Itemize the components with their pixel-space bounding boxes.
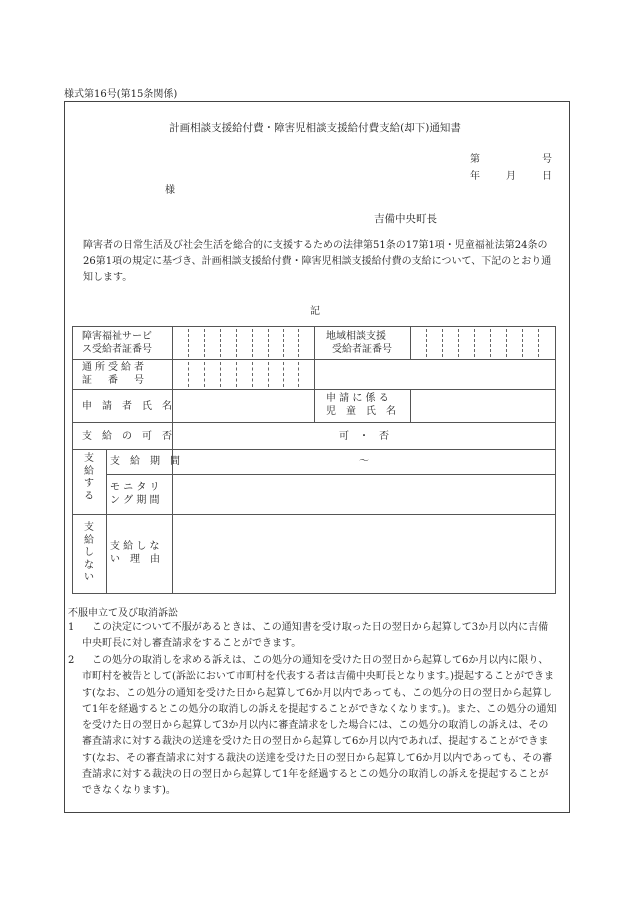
digit-sep [252, 329, 253, 357]
grant-label: 支給する [84, 453, 94, 502]
reason-label-line2: い 理 由 [110, 554, 160, 565]
monitoring-label-line2: ン グ 期 間 [110, 495, 160, 506]
digit-sep [236, 329, 237, 357]
digit-sep [490, 329, 491, 357]
date-month: 月 [506, 171, 516, 182]
digit-sep [426, 329, 427, 357]
notes-title: 不服申立て及び取消訴訟 [68, 608, 178, 619]
digit-sep [283, 362, 284, 387]
date-day: 日 [542, 171, 552, 182]
mid-divider-row1 [314, 326, 315, 389]
note-item-2 [68, 653, 558, 800]
digit-sep [268, 362, 269, 387]
regional-id-label-line1: 地域相談支援 [326, 331, 386, 342]
digit-sep [236, 362, 237, 387]
grant-col-divider [106, 449, 107, 593]
notice-date-row [470, 167, 552, 182]
period-label: 支 給 期 間 [110, 456, 180, 467]
regional-label-divider [410, 326, 411, 359]
digit-sep [298, 362, 299, 387]
digit-sep [506, 329, 507, 357]
mid-divider-row3 [314, 389, 315, 422]
table-bottom-border [72, 593, 556, 594]
document-title: 計画相談支援給付費・障害児相談支援給付費支給(却下)通知書 [169, 122, 461, 134]
row-divider-6 [72, 514, 556, 515]
digit-sep [204, 329, 205, 357]
monitoring-label-line1: モ ニ タ リ [110, 482, 160, 493]
body-text: 障害者の日常生活及び社会生活を総合的に支援するための法律第51条の17第1項・児童福祉法第24条の26第1項の規定に基づき、計画相談支援給付費・障害児相談支援給付費の支給について、下記のとおり通知します。 [83, 240, 552, 283]
number-prefix: 第 [470, 154, 480, 165]
digit-sep [188, 362, 189, 387]
digit-sep [538, 329, 539, 357]
number-suffix: 号 [542, 154, 552, 165]
child-label-divider [410, 389, 411, 422]
row-divider-5 [106, 474, 556, 475]
note-1-number: 1 [68, 622, 75, 633]
note-2-text: この処分の取消しを求める訴えは、この処分の通知を受けた日の翌日から起算して6か月以内に限り、市町村を被告として(訴訟において市町村を代表する者は吉備中央町長となります。)提起することができます(なお、この処分の通知を受けた日から起算して6か月以内であっても、この処分の日の翌日から起算して1年を経過するとこの処分の取消しの訴えを提起することができなくなります。)。また、この処分の通知を受けた日の翌日から起算して3か月以内に審査請求をした場合には、この処分の取消しの訴えは、その審査請求に対する裁決の送達を受けた日の翌日から起算して6か月以内であれば、提起することができます(なお、その審査請求に対する裁決の送達を受けた日の翌日から起算して6か月以内であっても、その審査請求に対する裁決の日の翌日から起算して1年を経過するとこの処分の取消しの訴えを提起することができなくなります)。 [82, 655, 557, 797]
table-left-border [72, 326, 73, 593]
date-year: 年 [470, 171, 480, 182]
ki-heading: 記 [310, 306, 320, 317]
digit-sep [522, 329, 523, 357]
notice-table [64, 326, 556, 593]
body-paragraph [83, 238, 555, 286]
child-label [326, 392, 396, 418]
row-divider-4 [72, 449, 556, 450]
nogrant-label: 支給しない [84, 522, 94, 583]
digit-sep [188, 329, 189, 357]
child-label-line1: 申 請 に 係 る [326, 393, 389, 404]
approval-value: 可 ・ 否 [339, 431, 389, 442]
grant-value-divider [172, 449, 173, 593]
note-item-1 [68, 620, 558, 653]
welfare-id-label-line1: 障害福祉サービ [82, 331, 152, 342]
digit-sep [204, 362, 205, 387]
digit-sep [283, 329, 284, 357]
facility-id-label-line1: 通所受給者 [82, 362, 147, 373]
note-2-number: 2 [68, 655, 75, 666]
notice-number-row [470, 150, 552, 165]
monitoring-label [110, 481, 160, 507]
child-label-line2: 児 童 氏 名 [326, 406, 396, 417]
digit-sep [442, 329, 443, 357]
facility-id-label-line2: 証 番 号 [82, 375, 147, 386]
issuer-name: 吉備中央町長 [374, 213, 437, 225]
addressee-suffix: 様 [165, 185, 175, 196]
facility-id-label [82, 361, 147, 387]
note-1-text: この決定について不服があるときは、この通知書を受け取った日の翌日から起算して3か月以内に吉備中央町長に対し審査請求をすることができます。 [82, 622, 549, 650]
digit-sep [458, 329, 459, 357]
regional-id-label [326, 330, 392, 356]
row-divider-3 [72, 422, 556, 423]
regional-id-label-line2: 受給者証番号 [332, 344, 392, 355]
digit-sep [268, 329, 269, 357]
digit-sep [220, 362, 221, 387]
welfare-id-label [82, 330, 152, 356]
reason-label [110, 540, 160, 566]
digit-sep [220, 329, 221, 357]
period-value: ～ [359, 456, 369, 467]
welfare-id-label-line2: ス受給者証番号 [82, 344, 152, 355]
digit-sep [252, 362, 253, 387]
digit-sep [474, 329, 475, 357]
reason-label-line1: 支 給 し な [110, 541, 160, 552]
digit-sep [298, 329, 299, 357]
form-number-label: 様式第16号(第15条関係) [64, 89, 178, 100]
applicant-label: 申 請 者 氏 名 [82, 401, 172, 412]
approval-label: 支 給 の 可 否 [82, 431, 172, 442]
